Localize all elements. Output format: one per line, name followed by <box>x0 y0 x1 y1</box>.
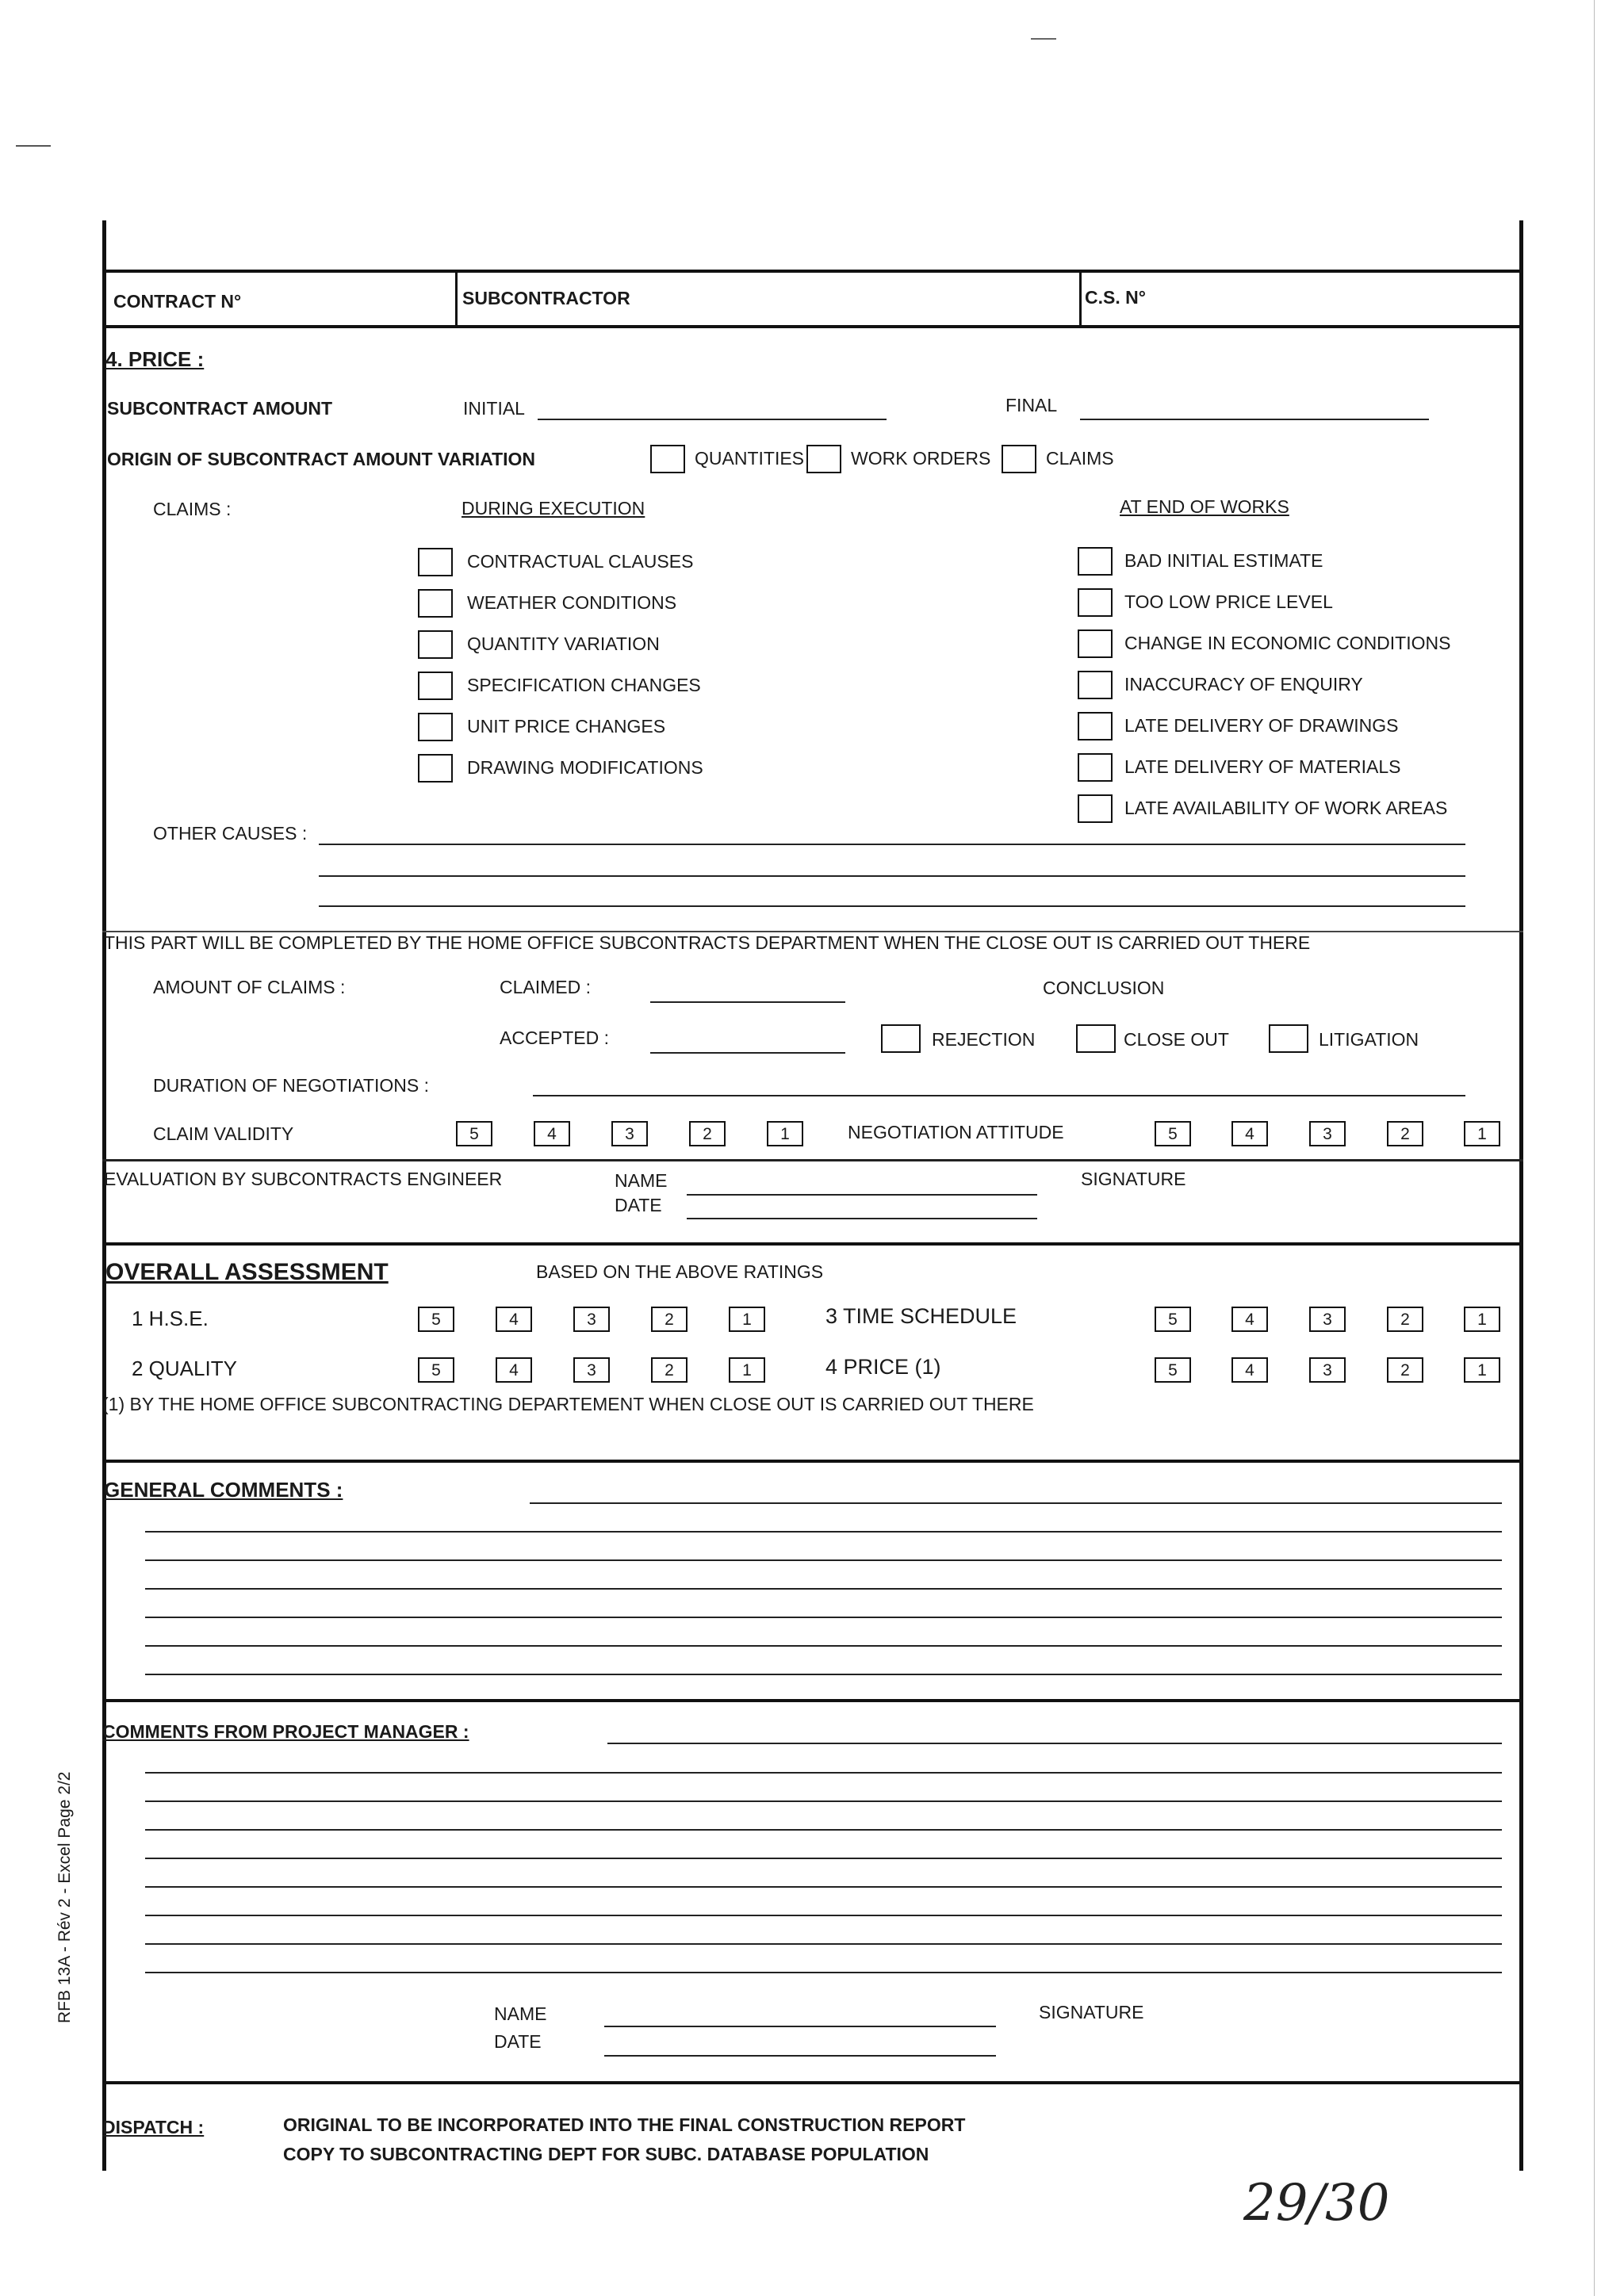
price-rating-2[interactable]: 2 <box>1387 1357 1423 1383</box>
dispatch-line-1: ORIGINAL TO BE INCORPORATED INTO THE FINAL CONSTRUCTION REPORT <box>283 2114 966 2135</box>
claim-validity-label: CLAIM VALIDITY <box>153 1123 294 1144</box>
header-divider-2 <box>1079 271 1082 327</box>
quality-rating-4[interactable]: 4 <box>496 1357 532 1383</box>
time-schedule-label: 3 TIME SCHEDULE <box>825 1304 1017 1328</box>
evaluation-divider <box>102 1159 1523 1161</box>
late-delivery-materials-label: LATE DELIVERY OF MATERIALS <box>1124 756 1401 777</box>
price-rating-3[interactable]: 3 <box>1309 1357 1346 1383</box>
origin-variation-label: ORIGIN OF SUBCONTRACT AMOUNT VARIATION <box>107 449 536 469</box>
negotiation-rating-3[interactable]: 3 <box>1309 1121 1346 1146</box>
negotiation-rating-1[interactable]: 1 <box>1464 1121 1500 1146</box>
quantities-label: QUANTITIES <box>695 448 805 469</box>
pm-signature-label: SIGNATURE <box>1039 2002 1144 2022</box>
form-reference-label: RFB 13A - Rév 2 - Excel Page 2/2 <box>56 1771 74 2023</box>
inaccuracy-of-enquiry-checkbox[interactable] <box>1078 671 1113 699</box>
general-comments-title: GENERAL COMMENTS : <box>104 1478 343 1502</box>
header-top-rule <box>102 270 1523 273</box>
time-rating-4[interactable]: 4 <box>1231 1307 1268 1332</box>
contract-no-label: CONTRACT N° <box>113 291 242 312</box>
rejection-checkbox[interactable] <box>881 1024 921 1053</box>
frame-right-border <box>1519 220 1523 2171</box>
weather-conditions-label: WEATHER CONDITIONS <box>467 592 677 613</box>
general-comments-line-5[interactable] <box>145 1617 1502 1618</box>
claim-validity-rating-4[interactable]: 4 <box>534 1121 570 1146</box>
quality-rating-3[interactable]: 3 <box>573 1357 610 1383</box>
work-orders-checkbox[interactable] <box>806 445 841 473</box>
time-rating-2[interactable]: 2 <box>1387 1307 1423 1332</box>
initial-label: INITIAL <box>463 398 525 419</box>
litigation-checkbox[interactable] <box>1269 1024 1308 1053</box>
claim-validity-rating-2[interactable]: 2 <box>689 1121 726 1146</box>
claimed-field[interactable] <box>650 1001 845 1003</box>
at-end-of-works-heading: AT END OF WORKS <box>1120 496 1289 517</box>
hse-rating-3[interactable]: 3 <box>573 1307 610 1332</box>
dispatch-label: DISPATCH : <box>102 2117 205 2137</box>
general-comments-line-7[interactable] <box>145 1674 1502 1675</box>
too-low-price-level-label: TOO LOW PRICE LEVEL <box>1124 591 1333 612</box>
quantity-variation-label: QUANTITY VARIATION <box>467 633 660 654</box>
duration-of-negotiations-label: DURATION OF NEGOTIATIONS : <box>153 1075 429 1096</box>
general-comments-line-2[interactable] <box>145 1531 1502 1533</box>
quality-rating-1[interactable]: 1 <box>729 1357 765 1383</box>
inaccuracy-of-enquiry-label: INACCURACY OF ENQUIRY <box>1124 674 1363 695</box>
contractual-clauses-label: CONTRACTUAL CLAUSES <box>467 551 694 572</box>
initial-amount-field[interactable] <box>538 419 887 420</box>
conclusion-label: CONCLUSION <box>1043 978 1165 998</box>
claims-option-label: CLAIMS <box>1046 448 1114 469</box>
pm-comments-line-5[interactable] <box>145 1858 1502 1859</box>
home-office-note: THIS PART WILL BE COMPLETED BY THE HOME OFFICE SUBCONTRACTS DEPARTMENT WHEN THE CLOSE OUT IS CARRIED OUT THERE <box>104 932 1311 953</box>
specification-changes-checkbox[interactable] <box>418 672 453 700</box>
price-rating-label: 4 PRICE (1) <box>825 1355 941 1379</box>
general-comments-line-1[interactable] <box>530 1502 1502 1504</box>
cs-no-label: C.S. N° <box>1085 287 1146 308</box>
pm-comments-line-2[interactable] <box>145 1772 1502 1774</box>
duration-field[interactable] <box>533 1095 1465 1096</box>
negotiation-rating-4[interactable]: 4 <box>1231 1121 1268 1146</box>
pm-comments-line-3[interactable] <box>145 1800 1502 1802</box>
claim-validity-rating-1[interactable]: 1 <box>767 1121 803 1146</box>
pm-comments-title: COMMENTS FROM PROJECT MANAGER : <box>102 1721 469 1742</box>
quality-rating-2[interactable]: 2 <box>651 1357 688 1383</box>
evaluation-name-field[interactable] <box>687 1194 1037 1196</box>
negotiation-rating-5[interactable]: 5 <box>1155 1121 1191 1146</box>
bad-initial-estimate-label: BAD INITIAL ESTIMATE <box>1124 550 1323 571</box>
header-divider-1 <box>455 271 458 327</box>
hse-rating-4[interactable]: 4 <box>496 1307 532 1332</box>
price-rating-5[interactable]: 5 <box>1155 1357 1191 1383</box>
time-rating-5[interactable]: 5 <box>1155 1307 1191 1332</box>
final-label: FINAL <box>1005 395 1058 415</box>
general-comments-line-3[interactable] <box>145 1559 1502 1561</box>
hse-rating-5[interactable]: 5 <box>418 1307 454 1332</box>
other-causes-line-2[interactable] <box>319 875 1465 877</box>
header-bottom-rule <box>102 325 1523 328</box>
unit-price-changes-label: UNIT PRICE CHANGES <box>467 716 666 737</box>
pm-comments-line-7[interactable] <box>145 1915 1502 1916</box>
weather-conditions-checkbox[interactable] <box>418 589 453 618</box>
pm-comments-line-4[interactable] <box>145 1829 1502 1831</box>
work-orders-label: WORK ORDERS <box>851 448 991 469</box>
change-economic-conditions-checkbox[interactable] <box>1078 629 1113 658</box>
negotiation-attitude-label: NEGOTIATION ATTITUDE <box>848 1122 1064 1142</box>
claim-validity-rating-5[interactable]: 5 <box>456 1121 492 1146</box>
evaluation-label: EVALUATION BY SUBCONTRACTS ENGINEER <box>104 1169 503 1189</box>
scan-mark-top-left <box>16 145 51 147</box>
final-amount-field[interactable] <box>1080 419 1429 420</box>
price-rating-1[interactable]: 1 <box>1464 1357 1500 1383</box>
quality-rating-5[interactable]: 5 <box>418 1357 454 1383</box>
drawing-modifications-checkbox[interactable] <box>418 754 453 783</box>
evaluation-date-field[interactable] <box>687 1218 1037 1219</box>
general-comments-line-6[interactable] <box>145 1645 1502 1647</box>
price-section-title: 4. PRICE : <box>105 347 205 371</box>
frame-left-border <box>102 220 106 2171</box>
pm-date-label: DATE <box>494 2031 542 2052</box>
right-edge-mark <box>1594 0 1595 2296</box>
late-availability-work-areas-label: LATE AVAILABILITY OF WORK AREAS <box>1124 798 1448 818</box>
late-delivery-drawings-label: LATE DELIVERY OF DRAWINGS <box>1124 715 1399 736</box>
bad-initial-estimate-checkbox[interactable] <box>1078 547 1113 576</box>
evaluation-signature-label: SIGNATURE <box>1081 1169 1186 1189</box>
evaluation-name-label: NAME <box>615 1170 668 1191</box>
hse-label: 1 H.S.E. <box>132 1307 209 1330</box>
claimed-label: CLAIMED : <box>500 977 592 997</box>
overall-subtitle: BASED ON THE ABOVE RATINGS <box>536 1261 824 1282</box>
pm-date-field[interactable] <box>604 2055 996 2057</box>
subcontractor-label: SUBCONTRACTOR <box>462 288 630 308</box>
litigation-label: LITIGATION <box>1319 1029 1419 1050</box>
overall-footnote: (1) BY THE HOME OFFICE SUBCONTRACTING DEPARTEMENT WHEN CLOSE OUT IS CARRIED OUT THERE <box>102 1394 1034 1414</box>
time-rating-1[interactable]: 1 <box>1464 1307 1500 1332</box>
close-out-checkbox[interactable] <box>1076 1024 1116 1053</box>
drawing-modifications-label: DRAWING MODIFICATIONS <box>467 757 703 778</box>
claim-validity-rating-3[interactable]: 3 <box>611 1121 648 1146</box>
unit-price-changes-checkbox[interactable] <box>418 713 453 741</box>
quantity-variation-checkbox[interactable] <box>418 630 453 659</box>
pm-comments-line-9[interactable] <box>145 1972 1502 1973</box>
general-comments-top-rule <box>102 1460 1523 1463</box>
hse-rating-2[interactable]: 2 <box>651 1307 688 1332</box>
claims-checkbox[interactable] <box>1002 445 1036 473</box>
subcontract-amount-label: SUBCONTRACT AMOUNT <box>107 398 333 419</box>
rejection-label: REJECTION <box>932 1029 1036 1050</box>
negotiation-rating-2[interactable]: 2 <box>1387 1121 1423 1146</box>
price-rating-4[interactable]: 4 <box>1231 1357 1268 1383</box>
quantities-checkbox[interactable] <box>650 445 685 473</box>
general-comments-line-4[interactable] <box>145 1588 1502 1590</box>
pm-name-field[interactable] <box>604 2026 996 2027</box>
close-out-label: CLOSE OUT <box>1124 1029 1229 1050</box>
handwritten-page-number: 29/30 <box>1243 2174 1390 2233</box>
scan-mark-top <box>1031 38 1056 40</box>
overall-top-rule <box>102 1242 1523 1246</box>
amount-of-claims-label: AMOUNT OF CLAIMS : <box>153 977 346 997</box>
time-rating-3[interactable]: 3 <box>1309 1307 1346 1332</box>
late-availability-work-areas-checkbox[interactable] <box>1078 794 1113 823</box>
pm-comments-line-8[interactable] <box>145 1943 1502 1945</box>
other-causes-line-1[interactable] <box>319 844 1465 845</box>
pm-comments-top-rule <box>102 1699 1523 1702</box>
contractual-clauses-checkbox[interactable] <box>418 548 453 576</box>
accepted-field[interactable] <box>650 1052 845 1054</box>
change-economic-conditions-label: CHANGE IN ECONOMIC CONDITIONS <box>1124 633 1451 653</box>
overall-assessment-title: OVERALL ASSESSMENT <box>105 1259 389 1285</box>
other-causes-label: OTHER CAUSES : <box>153 823 308 844</box>
pm-name-label: NAME <box>494 2003 547 2024</box>
hse-rating-1[interactable]: 1 <box>729 1307 765 1332</box>
pm-comments-line-1[interactable] <box>607 1743 1502 1744</box>
other-causes-line-3[interactable] <box>319 905 1465 907</box>
claims-label: CLAIMS : <box>153 499 232 519</box>
during-execution-heading: DURING EXECUTION <box>462 498 645 519</box>
dispatch-line-2: COPY TO SUBCONTRACTING DEPT FOR SUBC. DATABASE POPULATION <box>283 2144 929 2164</box>
late-delivery-materials-checkbox[interactable] <box>1078 753 1113 782</box>
accepted-label: ACCEPTED : <box>500 1027 610 1048</box>
too-low-price-level-checkbox[interactable] <box>1078 588 1113 617</box>
quality-label: 2 QUALITY <box>132 1357 237 1380</box>
pm-comments-line-6[interactable] <box>145 1886 1502 1888</box>
evaluation-date-label: DATE <box>615 1195 662 1215</box>
specification-changes-label: SPECIFICATION CHANGES <box>467 675 701 695</box>
late-delivery-drawings-checkbox[interactable] <box>1078 712 1113 740</box>
dispatch-top-rule <box>102 2081 1523 2084</box>
